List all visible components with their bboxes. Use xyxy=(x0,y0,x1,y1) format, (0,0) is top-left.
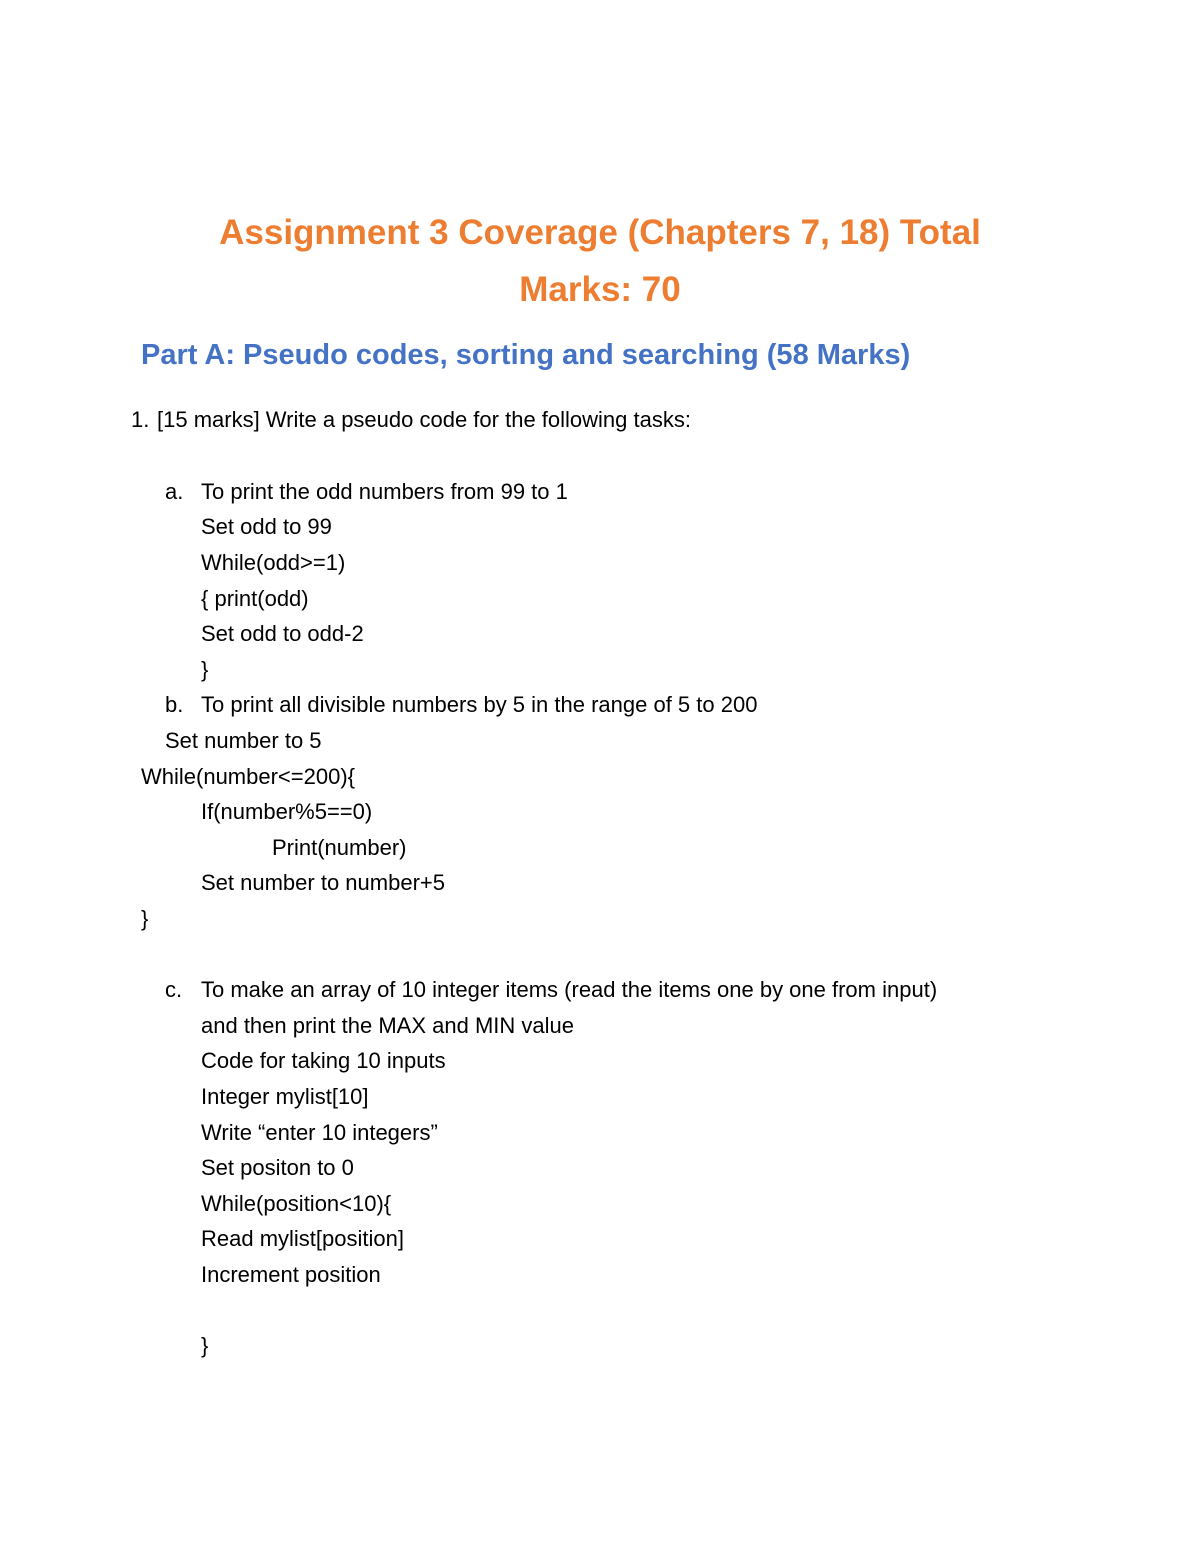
task-a-code-line: } xyxy=(201,657,209,682)
task-b-code-line: While(number<=200){ xyxy=(141,764,356,789)
task-b-code-line: } xyxy=(141,906,149,931)
task-b-marker: b. xyxy=(165,692,184,717)
task-b-code-line: Set number to 5 xyxy=(165,728,322,753)
task-c-marker: c. xyxy=(165,977,183,1002)
task-b-prompt: To print all divisible numbers by 5 in the range of 5 to 200 xyxy=(201,692,758,717)
assignment-title-line-2: Marks: 70 xyxy=(519,270,681,309)
task-c-code-line: Set positon to 0 xyxy=(201,1155,354,1180)
task-a-code-line: { print(odd) xyxy=(201,586,309,611)
task-a-code-line: Set odd to odd-2 xyxy=(201,621,364,646)
task-c-code-line: Write “enter 10 integers” xyxy=(201,1120,438,1145)
task-c-code-line: Integer mylist[10] xyxy=(201,1084,369,1109)
task-a-marker: a. xyxy=(165,479,184,504)
task-c-code-line: Increment position xyxy=(201,1262,381,1287)
task-b-code-line: If(number%5==0) xyxy=(201,799,373,824)
task-c-code-line: } xyxy=(201,1333,209,1358)
question-1-number: 1. xyxy=(131,407,150,432)
task-b-code-line: Print(number) xyxy=(272,835,407,860)
task-a-code-line: While(odd>=1) xyxy=(201,550,346,575)
task-c-prompt-line-1: To make an array of 10 integer items (read the items one by one from input) xyxy=(201,977,938,1002)
task-c-prompt-line-2: and then print the MAX and MIN value xyxy=(201,1013,574,1038)
task-c-code-line: Code for taking 10 inputs xyxy=(201,1048,446,1073)
task-a-code-line: Set odd to 99 xyxy=(201,514,332,539)
assignment-title-line-1: Assignment 3 Coverage (Chapters 7, 18) Total xyxy=(219,213,981,252)
task-c-code-line: Read mylist[position] xyxy=(201,1226,404,1251)
task-c-code-line: While(position<10){ xyxy=(201,1191,392,1216)
question-1-text: [15 marks] Write a pseudo code for the following tasks: xyxy=(157,407,691,432)
part-a-heading: Part A: Pseudo codes, sorting and searching (58 Marks) xyxy=(141,339,911,371)
task-a-prompt: To print the odd numbers from 99 to 1 xyxy=(201,479,568,504)
task-b-code-line: Set number to number+5 xyxy=(201,870,445,895)
